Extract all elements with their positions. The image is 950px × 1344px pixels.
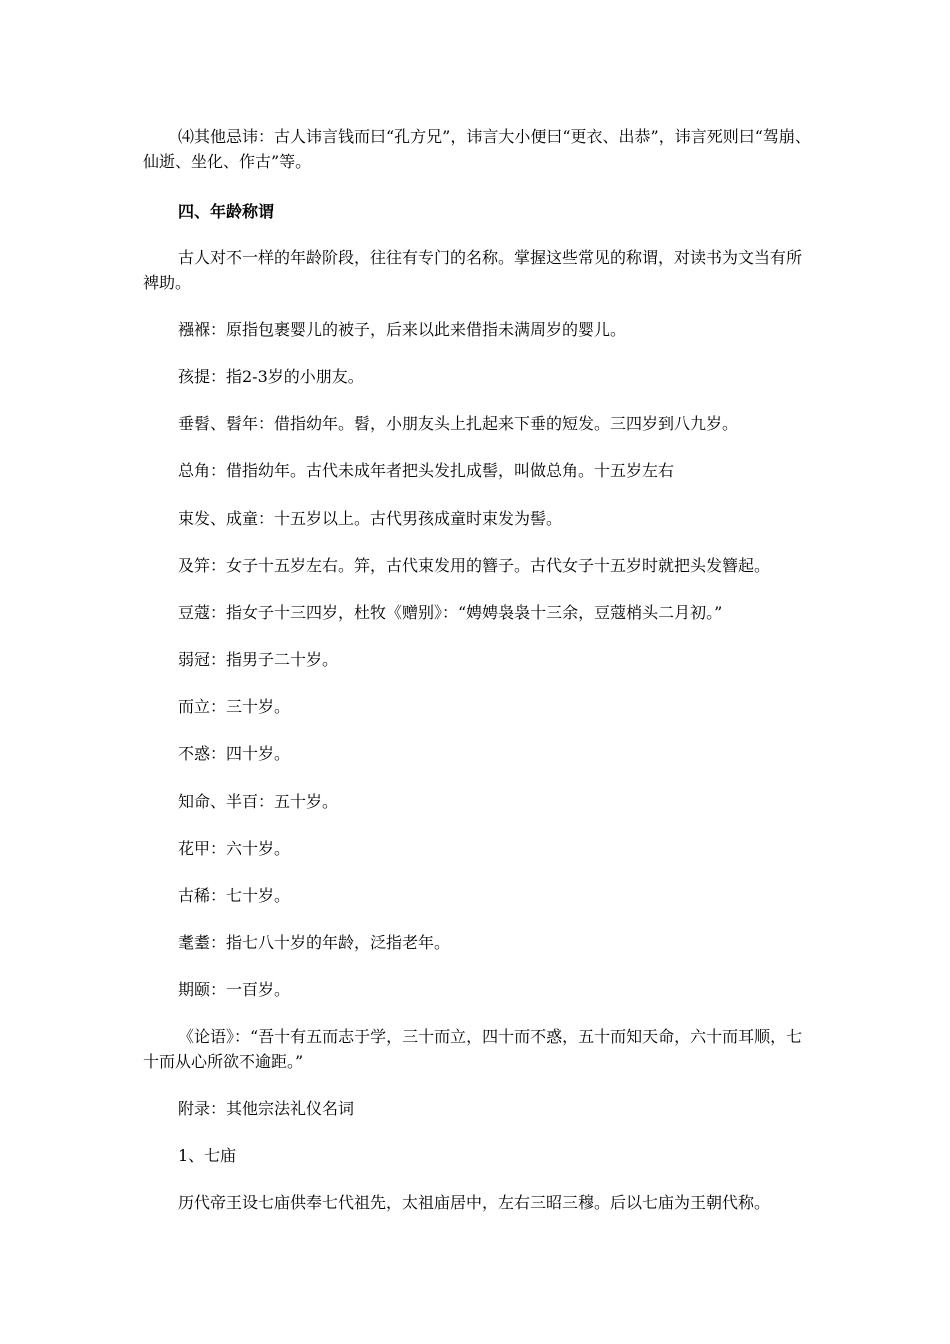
paragraph-erli: 而立：三十岁。 (178, 697, 291, 716)
paragraph-buhuo: 不惑：四十岁。 (178, 744, 291, 763)
paragraph-age-intro: 古人对不一样的年龄阶段，往往有专门的名称。掌握这些常见的称谓，对读书为文当有所裨助。 (143, 248, 803, 292)
paragraph-appendix-title: 附录：其他宗法礼仪名词 (178, 1099, 355, 1118)
paragraph-jiji: 及笄：女子十五岁左右。笄，古代束发用的簪子。古代女子十五岁时就把头发簪起。 (178, 556, 771, 575)
paragraph-maodie: 耄耋：指七八十岁的年龄，泛指老年。 (178, 933, 451, 952)
paragraph-qiyi: 期颐：一百岁。 (178, 980, 291, 999)
paragraph-ruoguan: 弱冠：指男子二十岁。 (178, 650, 339, 669)
paragraph-zongjiao: 总角：借指幼年。古代未成年者把头发扎成髻，叫做总角。十五岁左右 (178, 461, 675, 480)
paragraph-qiangbao: 襁褓：原指包裹婴儿的被子，后来以此来借指未满周岁的婴儿。 (178, 320, 627, 339)
paragraph-zhiming: 知命、半百：五十岁。 (178, 792, 339, 811)
paragraph-lunyu-quote: 《论语》：“吾十有五而志于学，三十而立，四十而不惑，五十而知天命，六十而耳顺，七十而从心所欲不逾距。” (143, 1027, 803, 1071)
section-heading-age-terms: 四、年龄称谓 (178, 202, 275, 221)
paragraph-huajia: 花甲：六十岁。 (178, 839, 291, 858)
paragraph-guxi: 古稀：七十岁。 (178, 886, 291, 905)
paragraph-haiti: 孩提：指2-3岁的小朋友。 (178, 367, 364, 386)
paragraph-qimiao-desc: 历代帝王设七庙供奉七代祖先，太祖庙居中，左右三昭三穆。后以七庙为王朝代称。 (178, 1193, 771, 1212)
paragraph-doukou: 豆蔻：指女子十三四岁，杜牧《赠别》：“娉娉袅袅十三余，豆蔻梢头二月初。” (178, 603, 723, 622)
paragraph-taboo-other: ⑷其他忌讳：古人讳言钱而曰“孔方兄”，讳言大小便曰“更衣、出恭”，讳言死则曰“驾崩、仙逝、坐化、作古”等。 (143, 127, 811, 171)
paragraph-item-qimiao: 1、七庙 (178, 1146, 237, 1165)
paragraph-chuitiao: 垂髫、髫年：借指幼年。髫，小朋友头上扎起来下垂的短发。三四岁到八九岁。 (178, 414, 739, 433)
paragraph-shufa: 束发、成童：十五岁以上。古代男孩成童时束发为髻。 (178, 509, 563, 528)
